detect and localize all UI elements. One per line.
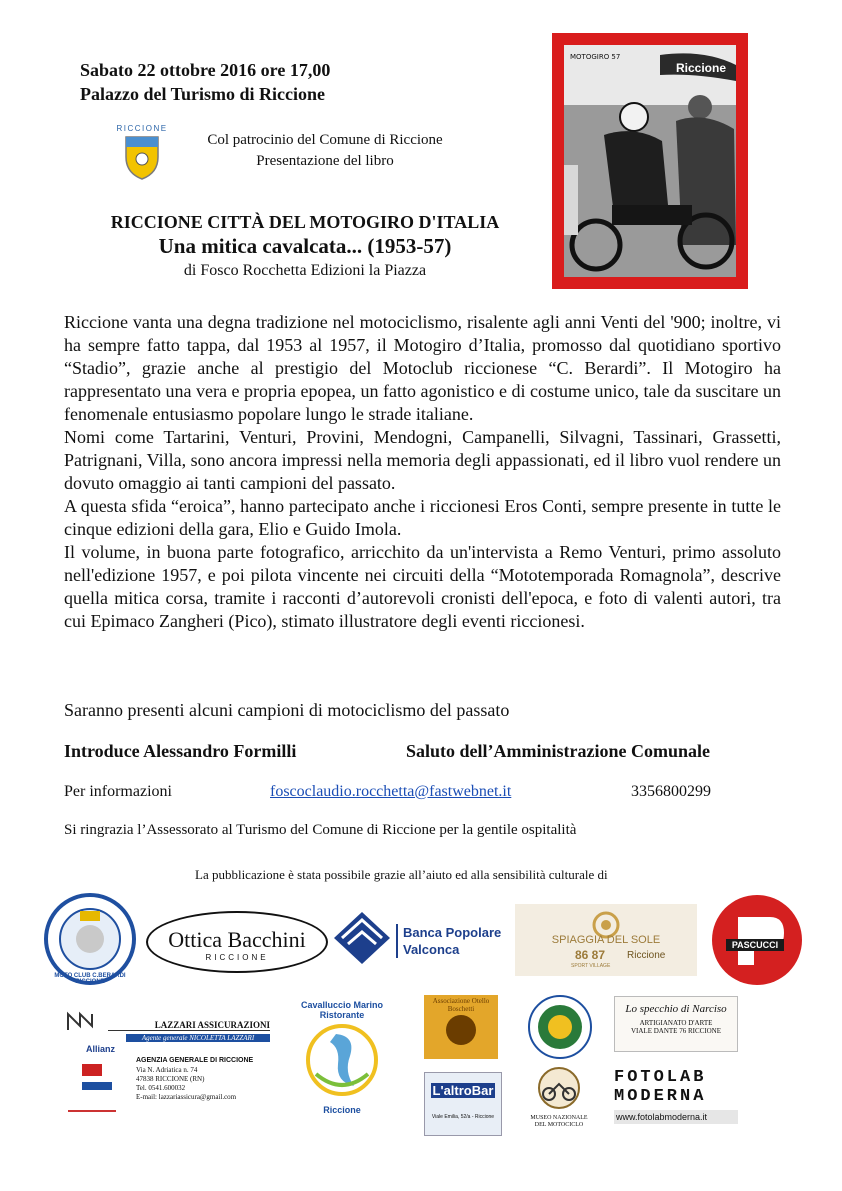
lazzari-title: LAZZARI ASSICURAZIONI (108, 1020, 270, 1031)
nationale-suisse-logo-icon (68, 1096, 116, 1112)
cover-photo (564, 45, 736, 277)
seahorse-icon (306, 1020, 378, 1100)
museo-text: MUSEO NAZIONALE DEL MOTOCICLO (530, 1115, 588, 1128)
spiaggia-name: SPIAGGIA DEL SOLE (551, 934, 661, 946)
lazzari-agent: Agente generale NICOLETTA LAZZARI (126, 1034, 270, 1042)
patronage-line1: Col patrocinio del Comune di Riccione (207, 132, 443, 148)
specchio-sub2: VIALE DANTE 76 RICCIONE (630, 1027, 721, 1035)
motoclub-badge-icon (44, 893, 136, 985)
info-label: Per informazioni (64, 783, 172, 800)
ottica-bacchini-logo (146, 911, 328, 973)
cover-photo-caption: MOTOGIRO 57 (570, 53, 621, 61)
otello-text: Associazione Otello Boschetti (432, 997, 490, 1013)
cover-photo-banner: Riccione (676, 61, 727, 75)
motoclub-logo (44, 893, 136, 985)
altrobar-addr: Viale Emilia, 52/a - Riccione (431, 1114, 495, 1120)
lazzari-mark-icon (66, 1010, 106, 1032)
cattolica-logo-icon (82, 1082, 112, 1090)
spiaggia-sub: SPORT VILLAGE (571, 963, 611, 969)
motoclub-logo-text: MOTO CLUB C.BERARDI RICCIONE (54, 973, 126, 985)
specchio-di-narciso-logo (614, 996, 738, 1052)
body-paragraph-3: A questa sfida “eroica”, hanno partecipato anche i riccionesi Eros Conti, sempre presente in tutte le cinque edizioni della gara, Elio e Guido Imola. (64, 496, 781, 539)
greeting: Saluto dell’Amministrazione Comunale (406, 741, 710, 761)
spiaggia-del-sole-logo (515, 904, 697, 976)
fotolab-url: www.fotolabmoderna.it (614, 1110, 738, 1124)
event-date: Sabato 22 ottobre 2016 ore 17,00 (80, 60, 331, 80)
laltrobar-logo (424, 1072, 502, 1136)
pascucci-text: PASCUCCI (731, 940, 779, 950)
cavalluccio-line1: Cavalluccio Marino (300, 1000, 384, 1010)
cover-photo-frame (552, 33, 748, 289)
info-phone: 3356800299 (631, 783, 711, 800)
banca-chevron-icon (332, 910, 392, 966)
fotolab-line2: MODERNA (614, 1087, 707, 1106)
ottica-city: RICCIONE (205, 953, 269, 962)
body-paragraph-2: Nomi come Tartarini, Venturi, Provini, Mendogni, Campanelli, Silvagni, Tassinari, Grassetti, Patrignani, Villa, sono ancora impressi nella memoria degli appassionati, ed il libro vuol rendere un dovuto omaggio ai tanti campioni del passato. (64, 427, 781, 493)
lazzari-address (136, 1066, 236, 1102)
allianz-text: Allianz (86, 1044, 116, 1054)
event-venue: Palazzo del Turismo di Riccione (80, 84, 325, 104)
lazzari-tel: Tel. 0541.600032 (136, 1084, 186, 1092)
portrait-icon (446, 1015, 476, 1045)
vintage-motorcycle-icon (531, 1066, 587, 1110)
body-paragraph-4: Il volume, in buona parte fotografico, arricchito da un'intervista a Remo Venturi, primo assoluto nell'edizione 1957, e poi pilota vincente nei circuiti della “Mototemporada Romagnola”, descrive quella mitica corsa, tramite i racconti d’autorevoli cronisti dell'epoca, e foto di valenti autori, tra cui Epimaco Zangheri (Pico), stimato illustratore degli eventi riccionesi. (64, 542, 781, 631)
cavalluccio-city: Riccione (323, 1105, 361, 1115)
cavalluccio-marino-logo (296, 1000, 388, 1128)
museo-motociclo-logo (524, 1066, 594, 1136)
book-title: RICCIONE CITTÀ DEL MOTOGIRO D'ITALIA (110, 212, 500, 232)
champions-note: Saranno presenti alcuni campioni di motociclismo del passato (64, 700, 510, 720)
lazzari-logo (66, 1010, 276, 1120)
lazzari-agency: AGENZIA GENERALE DI RICCIONE (136, 1057, 254, 1064)
tua-logo-icon (82, 1064, 102, 1076)
body-paragraph-1: Riccione vanta una degna tradizione nel motociclismo, risalente agli anni Venti del '900; inoltre, vi ha sempre fatto tappa, dal 1953 al 1957, il Motogiro d’Italia, promosso dal quotidiano sportivo “Stadio”, grazie anche al prestigio del Motoclub riccionese “C. Berardi”. Il Motogiro ha rappresentato una vera e propria epopea, un fatto agonistico e di costume unico, tale da suscitare un fenomenale entusiasmo popolare lungo le strade italiane. (64, 312, 781, 424)
introducer: Introduce Alessandro Formilli (64, 741, 297, 761)
specchio-title: Lo specchio di Narciso (625, 1003, 727, 1015)
motoclub-riccione-badge (528, 995, 592, 1059)
motorcycle-photo-icon (564, 45, 736, 277)
ottica-name: Ottica Bacchini (168, 927, 306, 952)
body-text (64, 311, 781, 633)
lazzari-email: E-mail: lazzariassicura@gmail.com (136, 1093, 237, 1101)
patronage-line2: Presentazione del libro (256, 153, 394, 169)
banca-line2: Valconca (403, 942, 460, 957)
cavalluccio-line2: Ristorante (319, 1010, 365, 1020)
lazzari-addr1: Via N. Adriatica n. 74 (136, 1066, 198, 1074)
lazzari-addr2: 47838 RICCIONE (RN) (136, 1075, 205, 1083)
publication-note: La pubblicazione è stata possibile grazie all’aiuto ed alla sensibilità culturale di (195, 867, 608, 882)
book-author: di Fosco Rocchetta Edizioni la Piazza (183, 262, 427, 279)
spiaggia-nums: 86 87 (575, 948, 606, 962)
riccione-logo-text: RICCIONE (116, 124, 168, 133)
riccione-logo (112, 124, 172, 186)
pascucci-logo (712, 895, 802, 985)
motoclub-shield-icon (530, 997, 590, 1057)
info-email-link[interactable]: foscoclaudio.rocchetta@fastwebnet.it (270, 783, 512, 800)
patronage (180, 130, 470, 172)
spiaggia-city: Riccione (627, 950, 666, 961)
thanks-note: Si ringrazia l’Assessorato al Turismo del Comune di Riccione per la gentile ospitalità (64, 822, 577, 838)
otello-boschetti-logo (424, 995, 498, 1059)
fotolab-moderna-logo (614, 1068, 738, 1138)
specchio-sub1: ARTIGIANATO D'ARTE (639, 1019, 713, 1027)
book-subtitle: Una mitica cavalcata... (1953-57) (158, 234, 452, 258)
event-header (80, 58, 330, 106)
banca-line1: Banca Popolare (403, 925, 502, 940)
fotolab-line1: FOTOLAB (614, 1068, 707, 1087)
banca-popolare-logo (332, 910, 510, 970)
altrobar-name: L'altroBar (432, 1083, 494, 1098)
riccione-shield-icon (122, 133, 162, 181)
